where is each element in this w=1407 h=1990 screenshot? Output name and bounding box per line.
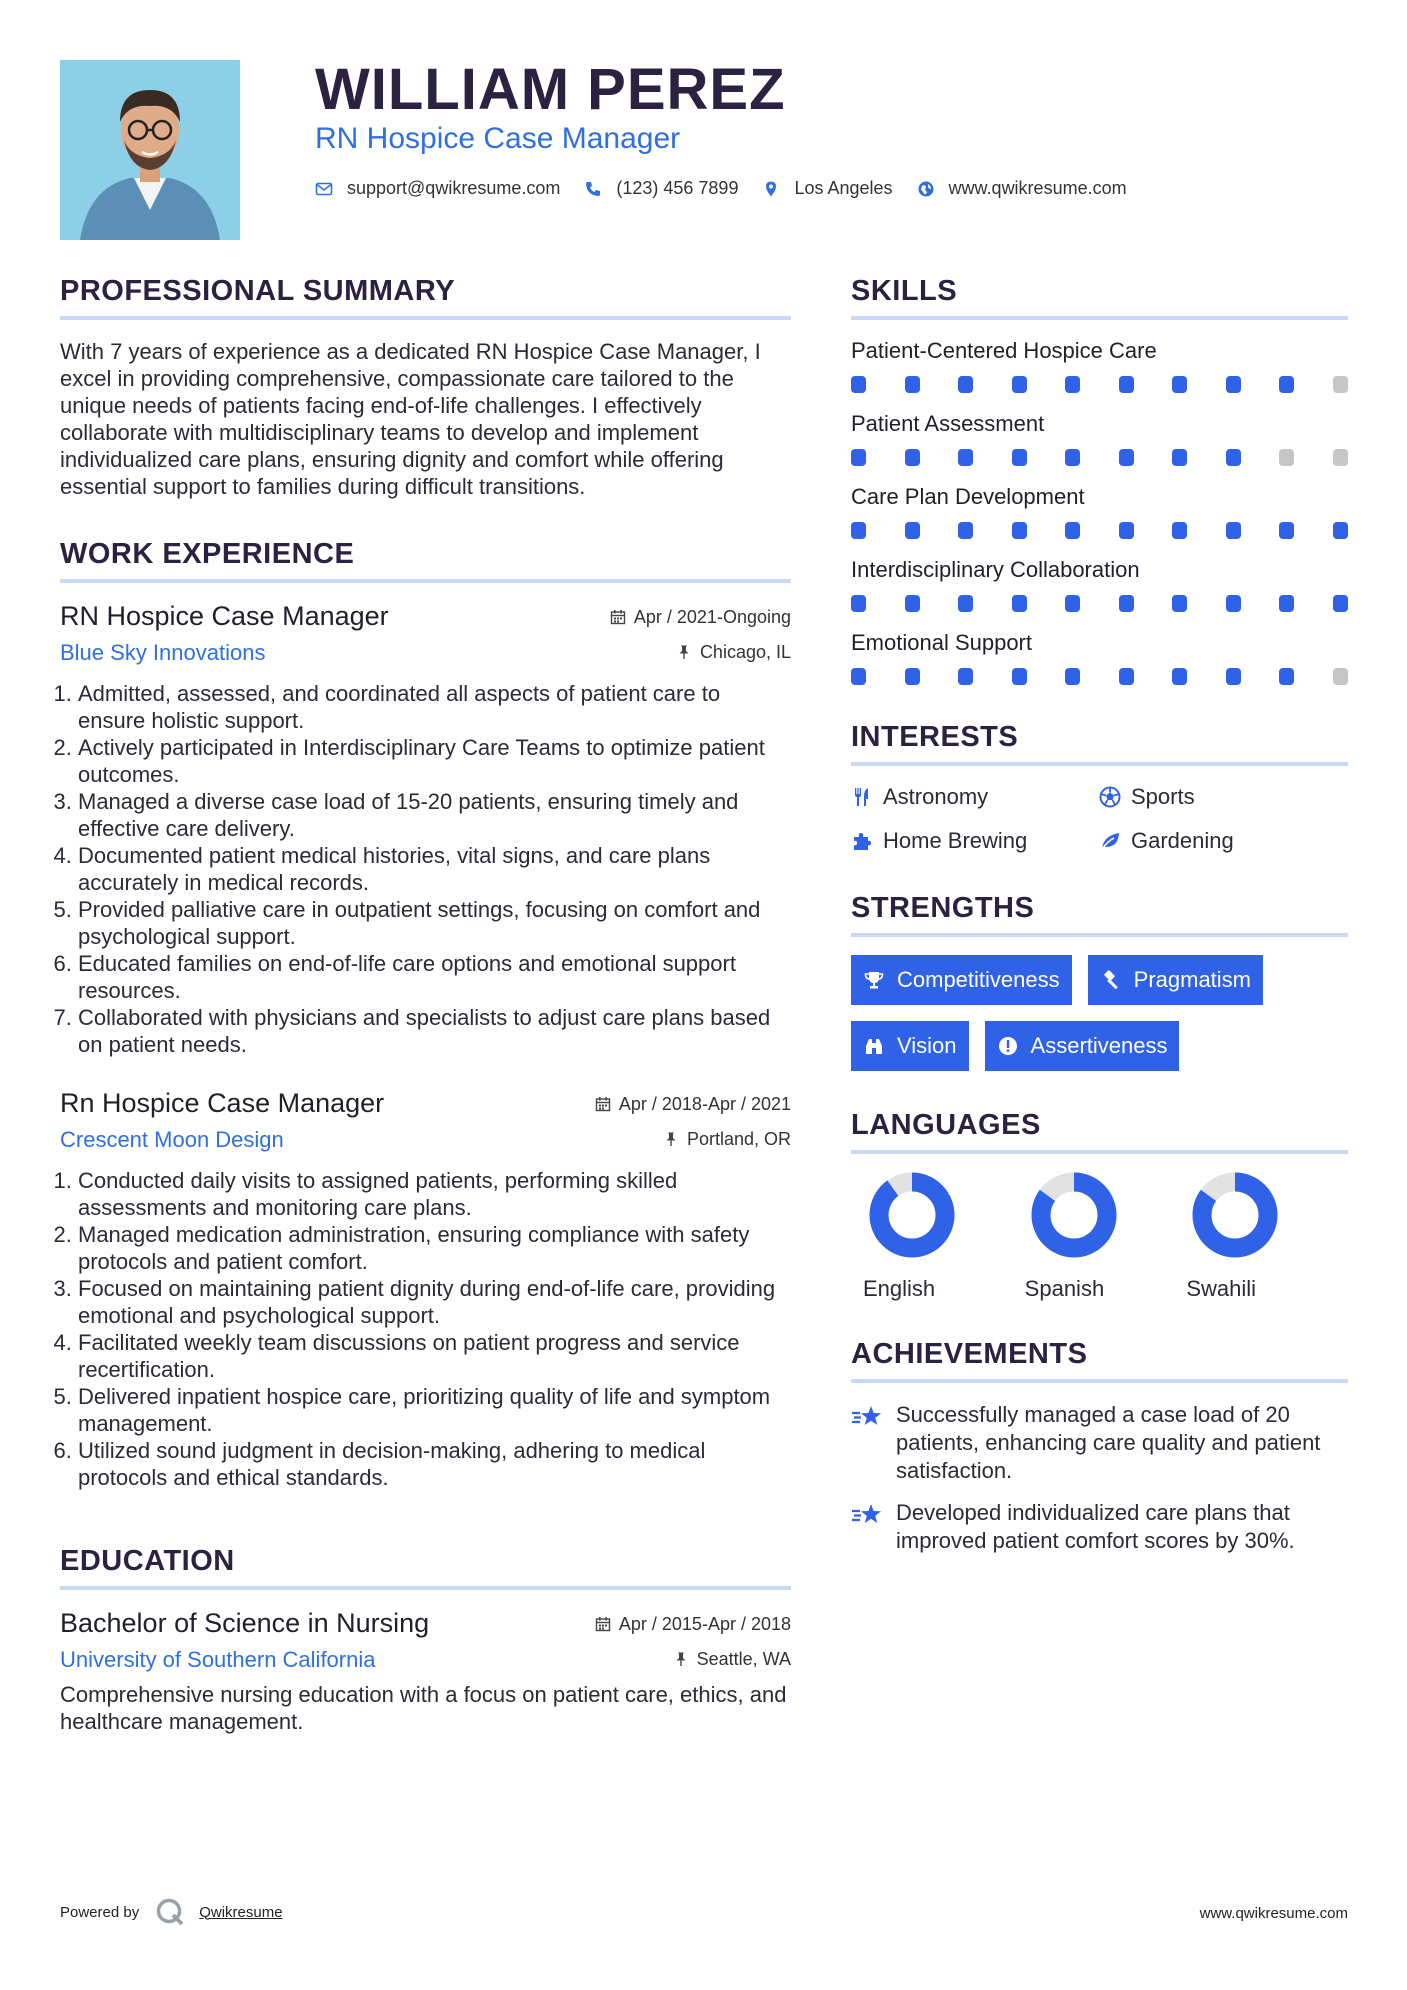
envelope-icon [315,180,333,198]
skill-dot-filled [1279,522,1294,539]
education-description: Comprehensive nursing education with a focus on patient care, ethics, and healthcare management. [60,1682,787,1734]
brand-link[interactable]: Qwikresume [199,1903,283,1921]
language-name: Swahili [1186,1276,1257,1301]
achievement-item [851,1499,1348,1555]
skill-dot-filled [851,449,866,466]
skill-dot-filled [1226,376,1241,393]
left-column [60,275,791,1757]
strength-label: Pragmatism [1133,967,1251,992]
list-item: 2. Managed medication administration, ensuring compliance with safety protocols and patient comfort. [78,1221,791,1275]
job-location-text: Portland, OR [686,1128,791,1149]
website-text: www.qwikresume.com [948,178,1127,198]
achievements-heading: ACHIEVEMENTS [851,1338,1348,1383]
interest-item [851,784,1099,810]
interest-label: Sports [1131,784,1195,809]
skill-dot-empty [1333,449,1348,466]
skill-dot-filled [1279,376,1294,393]
exclamation-circle-icon [997,1035,1019,1057]
strength-tag [851,955,1072,1005]
list-item: 4. Facilitated weekly team discussions on patient progress and service recertification. [78,1329,791,1383]
language-item [863,1172,1025,1302]
skill-item [851,411,1348,466]
skill-rating [851,668,1348,685]
utensils-icon [851,786,883,808]
phone-text: (123) 456 7899 [616,178,739,198]
skill-dot-filled [851,376,866,393]
summary-heading: PROFESSIONAL SUMMARY [60,275,791,320]
right-column [851,275,1348,1569]
interest-label: Gardening [1131,828,1234,853]
education-location [673,1649,791,1670]
achievements-section [851,1338,1348,1555]
skill-name: Patient Assessment [851,411,1045,436]
interests-heading: INTERESTS [851,721,1348,766]
list-item: 6. Educated families on end-of-life care options and emotional support resources. [78,950,791,1004]
skill-dot-filled [1226,595,1241,612]
powered-by-label: Powered by [60,1903,140,1921]
email-text: support@qwikresume.com [347,178,561,198]
education-heading: EDUCATION [60,1545,791,1590]
education-location-text: Seattle, WA [696,1648,791,1669]
education-section [60,1545,791,1735]
skill-dot-filled [1119,376,1134,393]
summary-section [60,275,791,500]
job-title: RN Hospice Case Manager [60,601,389,631]
binoculars-icon [863,1035,885,1057]
skill-dot-filled [1172,522,1187,539]
language-donut [1192,1172,1278,1258]
qwikresume-logo-icon [155,1897,185,1927]
skill-dot-filled [1119,449,1134,466]
star-icon [851,1499,896,1533]
contact-phone[interactable] [584,178,738,199]
skill-dot-filled [958,449,973,466]
contact-bar [315,178,1151,199]
experience-heading: WORK EXPERIENCE [60,538,791,583]
pin-icon [676,644,692,660]
pin-icon [663,1131,679,1147]
skill-dot-filled [1065,668,1080,685]
skill-dot-filled [1012,595,1027,612]
strength-tag [851,1021,969,1071]
skill-name: Care Plan Development [851,484,1085,509]
strength-tag [1088,955,1263,1005]
skill-dot-filled [1012,668,1027,685]
skill-dot-filled [1065,376,1080,393]
language-name: English [863,1276,936,1301]
profile-photo [60,60,240,240]
calendar-icon [610,609,626,625]
skill-dot-filled [1119,595,1134,612]
donut-fill [879,1182,945,1248]
skill-dot-filled [1012,376,1027,393]
skill-dot-filled [1119,668,1134,685]
strength-label: Competitiveness [897,967,1060,992]
skill-dot-filled [851,668,866,685]
skill-rating [851,376,1348,393]
interest-item [1099,784,1347,810]
skill-item [851,338,1348,393]
map-marker-icon [762,180,780,198]
interest-item [1099,828,1347,854]
skills-heading: SKILLS [851,275,1348,320]
skill-dot-filled [958,522,973,539]
calendar-icon [595,1616,611,1632]
skill-dot-filled [905,449,920,466]
skill-dot-filled [1065,522,1080,539]
job-date-text: Apr / 2021-Ongoing [633,606,791,627]
star-icon [851,1401,896,1435]
achievement-item [851,1401,1348,1485]
list-item: 5. Delivered inpatient hospice care, prioritizing quality of life and symptom management. [78,1383,791,1437]
skill-rating [851,522,1348,539]
skill-rating [851,595,1348,612]
skill-dot-filled [905,376,920,393]
skill-dot-empty [1279,449,1294,466]
job-location [676,642,791,663]
skill-dot-filled [1172,449,1187,466]
skill-dot-filled [1333,595,1348,612]
skill-dot-filled [958,376,973,393]
language-donut [1031,1172,1117,1258]
skill-rating [851,449,1348,466]
interest-label: Home Brewing [883,828,1028,853]
experience-section [60,538,791,1491]
education-entry [60,1608,791,1735]
job-company: Blue Sky Innovations [60,640,266,665]
strengths-heading: STRENGTHS [851,892,1348,937]
job-location [663,1129,791,1150]
list-item: 3. Managed a diverse case load of 15-20 patients, ensuring timely and effective care delivery. [78,788,791,842]
skill-dot-filled [851,595,866,612]
list-item: 3. Focused on maintaining patient dignity during end-of-life care, providing emotional and psychological support. [78,1275,791,1329]
job-entry [60,1088,791,1491]
skill-dot-filled [1226,668,1241,685]
pin-icon [673,1651,689,1667]
interests-section [851,721,1348,854]
list-item: 5. Provided palliative care in outpatient settings, focusing on comfort and psychological support. [78,896,791,950]
job-company: Crescent Moon Design [60,1127,284,1152]
skill-dot-filled [1012,449,1027,466]
list-item: 2. Actively participated in Interdisciplinary Care Teams to optimize patient outcomes. [78,734,791,788]
skills-list [851,338,1348,685]
job-bullets [60,1167,791,1491]
skill-dot-empty [1333,668,1348,685]
contact-email[interactable] [315,178,560,199]
calendar-icon [595,1096,611,1112]
skill-dot-filled [1172,595,1187,612]
location-text: Los Angeles [794,178,893,198]
footer-website[interactable]: www.qwikresume.com [1199,1905,1348,1922]
soccer-ball-icon [1099,786,1131,808]
puzzle-piece-icon [851,830,883,852]
strength-tag [985,1021,1180,1071]
skill-dot-filled [851,522,866,539]
skill-name: Interdisciplinary Collaboration [851,557,1140,582]
achievement-text: Developed individualized care plans that improved patient comfort scores by 30%. [896,1500,1295,1553]
language-name: Spanish [1024,1276,1105,1301]
skill-dot-filled [1279,668,1294,685]
skill-item [851,630,1348,685]
skills-section [851,275,1348,685]
degree-title: Bachelor of Science in Nursing [60,1608,430,1638]
job-entry [60,601,791,1058]
skill-dot-filled [1065,595,1080,612]
skill-dot-filled [958,595,973,612]
skill-dot-filled [1279,595,1294,612]
strengths-section [851,892,1348,1071]
skill-name: Emotional Support [851,630,1032,655]
contact-location [762,178,892,199]
skill-dot-filled [1172,376,1187,393]
skill-dot-filled [1012,522,1027,539]
skill-dot-filled [905,522,920,539]
language-item [1025,1172,1187,1302]
language-donut [869,1172,955,1258]
skill-dot-filled [1172,668,1187,685]
globe-icon [917,180,935,198]
skill-dot-filled [1065,449,1080,466]
leaf-icon [1099,830,1131,852]
skill-dot-filled [958,668,973,685]
education-date-text: Apr / 2015-Apr / 2018 [618,1613,791,1634]
skill-dot-filled [905,668,920,685]
strength-label: Vision [897,1033,957,1058]
list-item: 6. Utilized sound judgment in decision-making, adhering to medical protocols and ethical standards. [78,1437,791,1491]
candidate-title: RN Hospice Case Manager [315,122,681,155]
list-item: 7. Collaborated with physicians and specialists to adjust care plans based on patient needs. [78,1004,791,1058]
skill-item [851,557,1348,612]
job-title: Rn Hospice Case Manager [60,1088,385,1118]
skill-dot-filled [1226,449,1241,466]
list-item: 4. Documented patient medical histories, vital signs, and care plans accurately in medical records. [78,842,791,896]
job-location-text: Chicago, IL [699,641,791,662]
footer-powered-by [60,1897,283,1927]
candidate-name: WILLIAM PEREZ [315,57,786,122]
summary-text: With 7 years of experience as a dedicated RN Hospice Case Manager, I excel in providing comprehensive, compassionate care tailored to the unique needs of patients facing end-of-life challenges. I effectively collaborate with multidisciplinary teams to develop and implement individualized care plans, ensuring dignity and comfort while offering essential support to families during difficult transitions. [60,339,761,499]
language-item [1186,1172,1348,1302]
contact-website[interactable] [917,178,1127,199]
skill-dot-filled [905,595,920,612]
phone-icon [584,180,602,198]
education-date [595,1614,791,1635]
languages-section [851,1109,1348,1302]
skill-name: Patient-Centered Hospice Care [851,338,1157,363]
strength-label: Assertiveness [1030,1033,1168,1058]
list-item: 1. Conducted daily visits to assigned patients, performing skilled assessments and monitoring care plans. [78,1167,791,1221]
languages-heading: LANGUAGES [851,1109,1348,1154]
skill-dot-filled [1119,522,1134,539]
trophy-icon [863,969,885,991]
achievement-text: Successfully managed a case load of 20 patients, enhancing care quality and patient satisfaction. [896,1402,1321,1483]
job-date [595,1094,791,1115]
skill-dot-filled [1226,522,1241,539]
gavel-icon [1100,969,1122,991]
interest-item [851,828,1099,854]
skill-dot-empty [1333,376,1348,393]
job-date-text: Apr / 2018-Apr / 2021 [618,1093,791,1114]
job-date [610,607,791,628]
avatar [60,60,240,240]
job-bullets [60,680,791,1058]
interest-label: Astronomy [883,784,989,809]
skill-dot-filled [1333,522,1348,539]
school-name: University of Southern California [60,1647,376,1672]
list-item: 1. Admitted, assessed, and coordinated all aspects of patient care to ensure holistic support. [78,680,791,734]
skill-item [851,484,1348,539]
